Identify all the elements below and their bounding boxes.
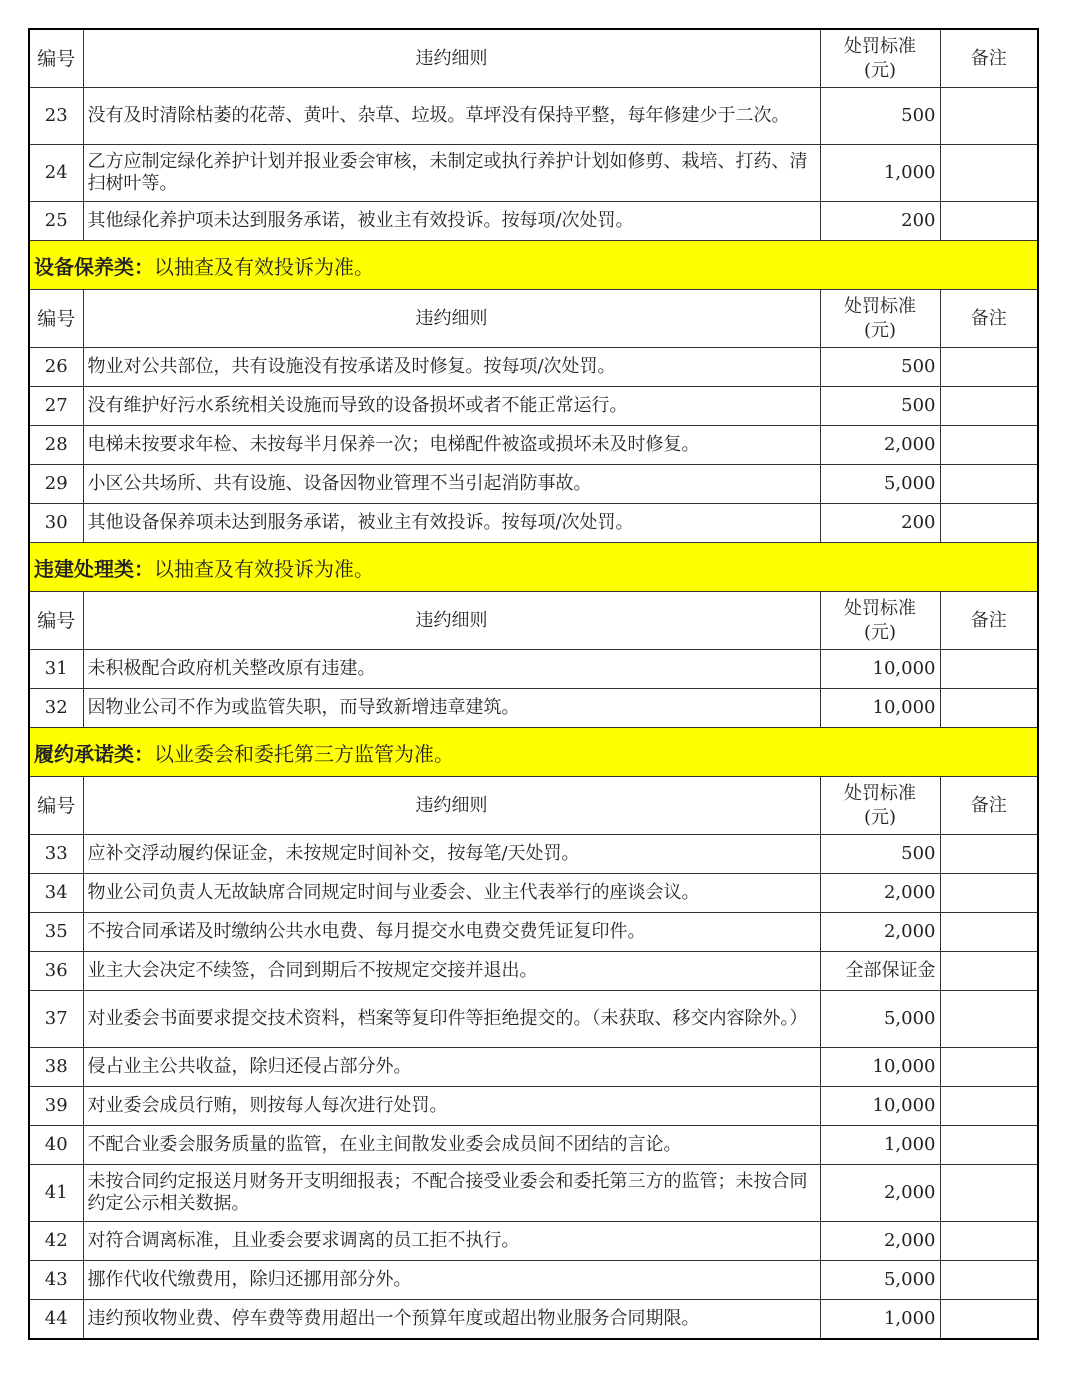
row-num: 44 (29, 1300, 83, 1340)
row-note (940, 1048, 1038, 1087)
row-note (940, 1126, 1038, 1165)
row-detail: 物业公司负责人无故缺席合同规定时间与业委会、业主代表举行的座谈会议。 (83, 874, 820, 913)
row-note (940, 504, 1038, 543)
row-detail: 对业委会书面要求提交技术资料，档案等复印件等拒绝提交的。（未获取、移交内容除外。） (83, 991, 820, 1048)
row-penalty: 500 (820, 835, 940, 874)
table-header (29, 290, 1038, 348)
row-note (940, 1087, 1038, 1126)
row-num: 37 (29, 991, 83, 1048)
section-heading: 设备保养类：以抽查及有效投诉为准。 (29, 241, 1038, 290)
row-detail: 未按合同约定报送月财务开支明细报表；不配合接受业委会和委托第三方的监管；未按合同约定公示相关数据。 (83, 1165, 820, 1222)
table-row (29, 145, 1038, 202)
header-detail: 违约细则 (83, 290, 820, 348)
row-detail: 应补交浮动履约保证金，未按规定时间补交，按每笔/天处罚。 (83, 835, 820, 874)
row-detail: 对业委会成员行贿，则按每人每次进行处罚。 (83, 1087, 820, 1126)
row-num: 23 (29, 88, 83, 145)
row-note (940, 874, 1038, 913)
row-num: 41 (29, 1165, 83, 1222)
table-row (29, 689, 1038, 728)
header-penalty: 处罚标准 (元) (820, 290, 940, 348)
section-heading: 履约承诺类：以业委会和委托第三方监管为准。 (29, 728, 1038, 777)
table-row (29, 1048, 1038, 1087)
section-equipment (29, 241, 1038, 290)
row-penalty: 5,000 (820, 1261, 940, 1300)
table-row (29, 650, 1038, 689)
section-illegal-construction (29, 543, 1038, 592)
row-note (940, 835, 1038, 874)
row-note (940, 913, 1038, 952)
row-num: 39 (29, 1087, 83, 1126)
table-row (29, 1165, 1038, 1222)
table-header (29, 592, 1038, 650)
row-num: 30 (29, 504, 83, 543)
table-row (29, 88, 1038, 145)
row-penalty: 200 (820, 202, 940, 241)
row-note (940, 465, 1038, 504)
row-detail: 侵占业主公共收益，除归还侵占部分外。 (83, 1048, 820, 1087)
row-detail: 其他设备保养项未达到服务承诺，被业主有效投诉。按每项/次处罚。 (83, 504, 820, 543)
table-row (29, 1087, 1038, 1126)
row-note (940, 426, 1038, 465)
table-row (29, 465, 1038, 504)
header-penalty: 处罚标准 (元) (820, 29, 940, 88)
row-detail: 物业对公共部位，共有设施没有按承诺及时修复。按每项/次处罚。 (83, 348, 820, 387)
row-num: 24 (29, 145, 83, 202)
row-penalty: 10,000 (820, 689, 940, 728)
row-note (940, 650, 1038, 689)
row-penalty: 2,000 (820, 1222, 940, 1261)
row-note (940, 1300, 1038, 1340)
table-row (29, 952, 1038, 991)
row-detail: 挪作代收代缴费用，除归还挪用部分外。 (83, 1261, 820, 1300)
row-penalty: 10,000 (820, 1048, 940, 1087)
header-detail: 违约细则 (83, 777, 820, 835)
row-note (940, 1165, 1038, 1222)
header-note: 备注 (940, 592, 1038, 650)
row-note (940, 1261, 1038, 1300)
section-heading: 违建处理类：以抽查及有效投诉为准。 (29, 543, 1038, 592)
header-detail: 违约细则 (83, 29, 820, 88)
table-row (29, 1126, 1038, 1165)
row-note (940, 991, 1038, 1048)
header-note: 备注 (940, 290, 1038, 348)
row-detail: 没有及时清除枯萎的花蒂、黄叶、杂草、垃圾。草坪没有保持平整，每年修建少于二次。 (83, 88, 820, 145)
row-penalty: 1,000 (820, 1126, 940, 1165)
row-penalty: 500 (820, 387, 940, 426)
section-contract-commitment (29, 728, 1038, 777)
row-penalty: 500 (820, 88, 940, 145)
header-detail: 违约细则 (83, 592, 820, 650)
row-num: 27 (29, 387, 83, 426)
row-num: 33 (29, 835, 83, 874)
row-num: 31 (29, 650, 83, 689)
row-num: 34 (29, 874, 83, 913)
row-detail: 电梯未按要求年检、未按每半月保养一次；电梯配件被盗或损坏未及时修复。 (83, 426, 820, 465)
row-penalty: 全部保证金 (820, 952, 940, 991)
row-penalty: 2,000 (820, 1165, 940, 1222)
header-num: 编号 (29, 592, 83, 650)
table-header (29, 29, 1038, 88)
row-penalty: 5,000 (820, 991, 940, 1048)
row-detail: 因物业公司不作为或监管失职，而导致新增违章建筑。 (83, 689, 820, 728)
row-num: 26 (29, 348, 83, 387)
row-penalty: 10,000 (820, 1087, 940, 1126)
row-penalty: 2,000 (820, 874, 940, 913)
table-row (29, 874, 1038, 913)
row-penalty: 10,000 (820, 650, 940, 689)
row-num: 28 (29, 426, 83, 465)
header-num: 编号 (29, 777, 83, 835)
row-detail: 小区公共场所、共有设施、设备因物业管理不当引起消防事故。 (83, 465, 820, 504)
row-penalty: 2,000 (820, 913, 940, 952)
table-row (29, 202, 1038, 241)
row-note (940, 88, 1038, 145)
header-penalty: 处罚标准 (元) (820, 592, 940, 650)
table-row (29, 387, 1038, 426)
table-header (29, 777, 1038, 835)
row-penalty: 5,000 (820, 465, 940, 504)
row-num: 25 (29, 202, 83, 241)
row-penalty: 1,000 (820, 1300, 940, 1340)
row-num: 38 (29, 1048, 83, 1087)
row-note (940, 202, 1038, 241)
row-penalty: 1,000 (820, 145, 940, 202)
header-penalty: 处罚标准 (元) (820, 777, 940, 835)
table-row (29, 348, 1038, 387)
row-note (940, 348, 1038, 387)
row-detail: 违约预收物业费、停车费等费用超出一个预算年度或超出物业服务合同期限。 (83, 1300, 820, 1340)
row-detail: 其他绿化养护项未达到服务承诺，被业主有效投诉。按每项/次处罚。 (83, 202, 820, 241)
row-note (940, 689, 1038, 728)
row-detail: 乙方应制定绿化养护计划并报业委会审核，未制定或执行养护计划如修剪、栽培、打药、清扫树叶等。 (83, 145, 820, 202)
row-num: 40 (29, 1126, 83, 1165)
row-detail: 不按合同承诺及时缴纳公共水电费、每月提交水电费交费凭证复印件。 (83, 913, 820, 952)
row-note (940, 387, 1038, 426)
row-penalty: 2,000 (820, 426, 940, 465)
row-detail: 没有维护好污水系统相关设施而导致的设备损坏或者不能正常运行。 (83, 387, 820, 426)
table-row (29, 1300, 1038, 1340)
row-num: 29 (29, 465, 83, 504)
table-row (29, 426, 1038, 465)
table-row (29, 913, 1038, 952)
row-num: 36 (29, 952, 83, 991)
table-row (29, 991, 1038, 1048)
row-penalty: 500 (820, 348, 940, 387)
header-note: 备注 (940, 29, 1038, 88)
row-num: 43 (29, 1261, 83, 1300)
table-row (29, 835, 1038, 874)
row-note (940, 952, 1038, 991)
row-note (940, 1222, 1038, 1261)
row-detail: 不配合业委会服务质量的监管，在业主间散发业委会成员间不团结的言论。 (83, 1126, 820, 1165)
row-note (940, 145, 1038, 202)
table-row (29, 1222, 1038, 1261)
header-num: 编号 (29, 29, 83, 88)
row-num: 42 (29, 1222, 83, 1261)
row-num: 32 (29, 689, 83, 728)
header-note: 备注 (940, 777, 1038, 835)
table-row (29, 504, 1038, 543)
row-penalty: 200 (820, 504, 940, 543)
row-detail: 对符合调离标准，且业委会要求调离的员工拒不执行。 (83, 1222, 820, 1261)
table-row (29, 1261, 1038, 1300)
row-num: 35 (29, 913, 83, 952)
row-detail: 业主大会决定不续签，合同到期后不按规定交接并退出。 (83, 952, 820, 991)
row-detail: 未积极配合政府机关整改原有违建。 (83, 650, 820, 689)
penalty-table (28, 28, 1039, 1340)
header-num: 编号 (29, 290, 83, 348)
